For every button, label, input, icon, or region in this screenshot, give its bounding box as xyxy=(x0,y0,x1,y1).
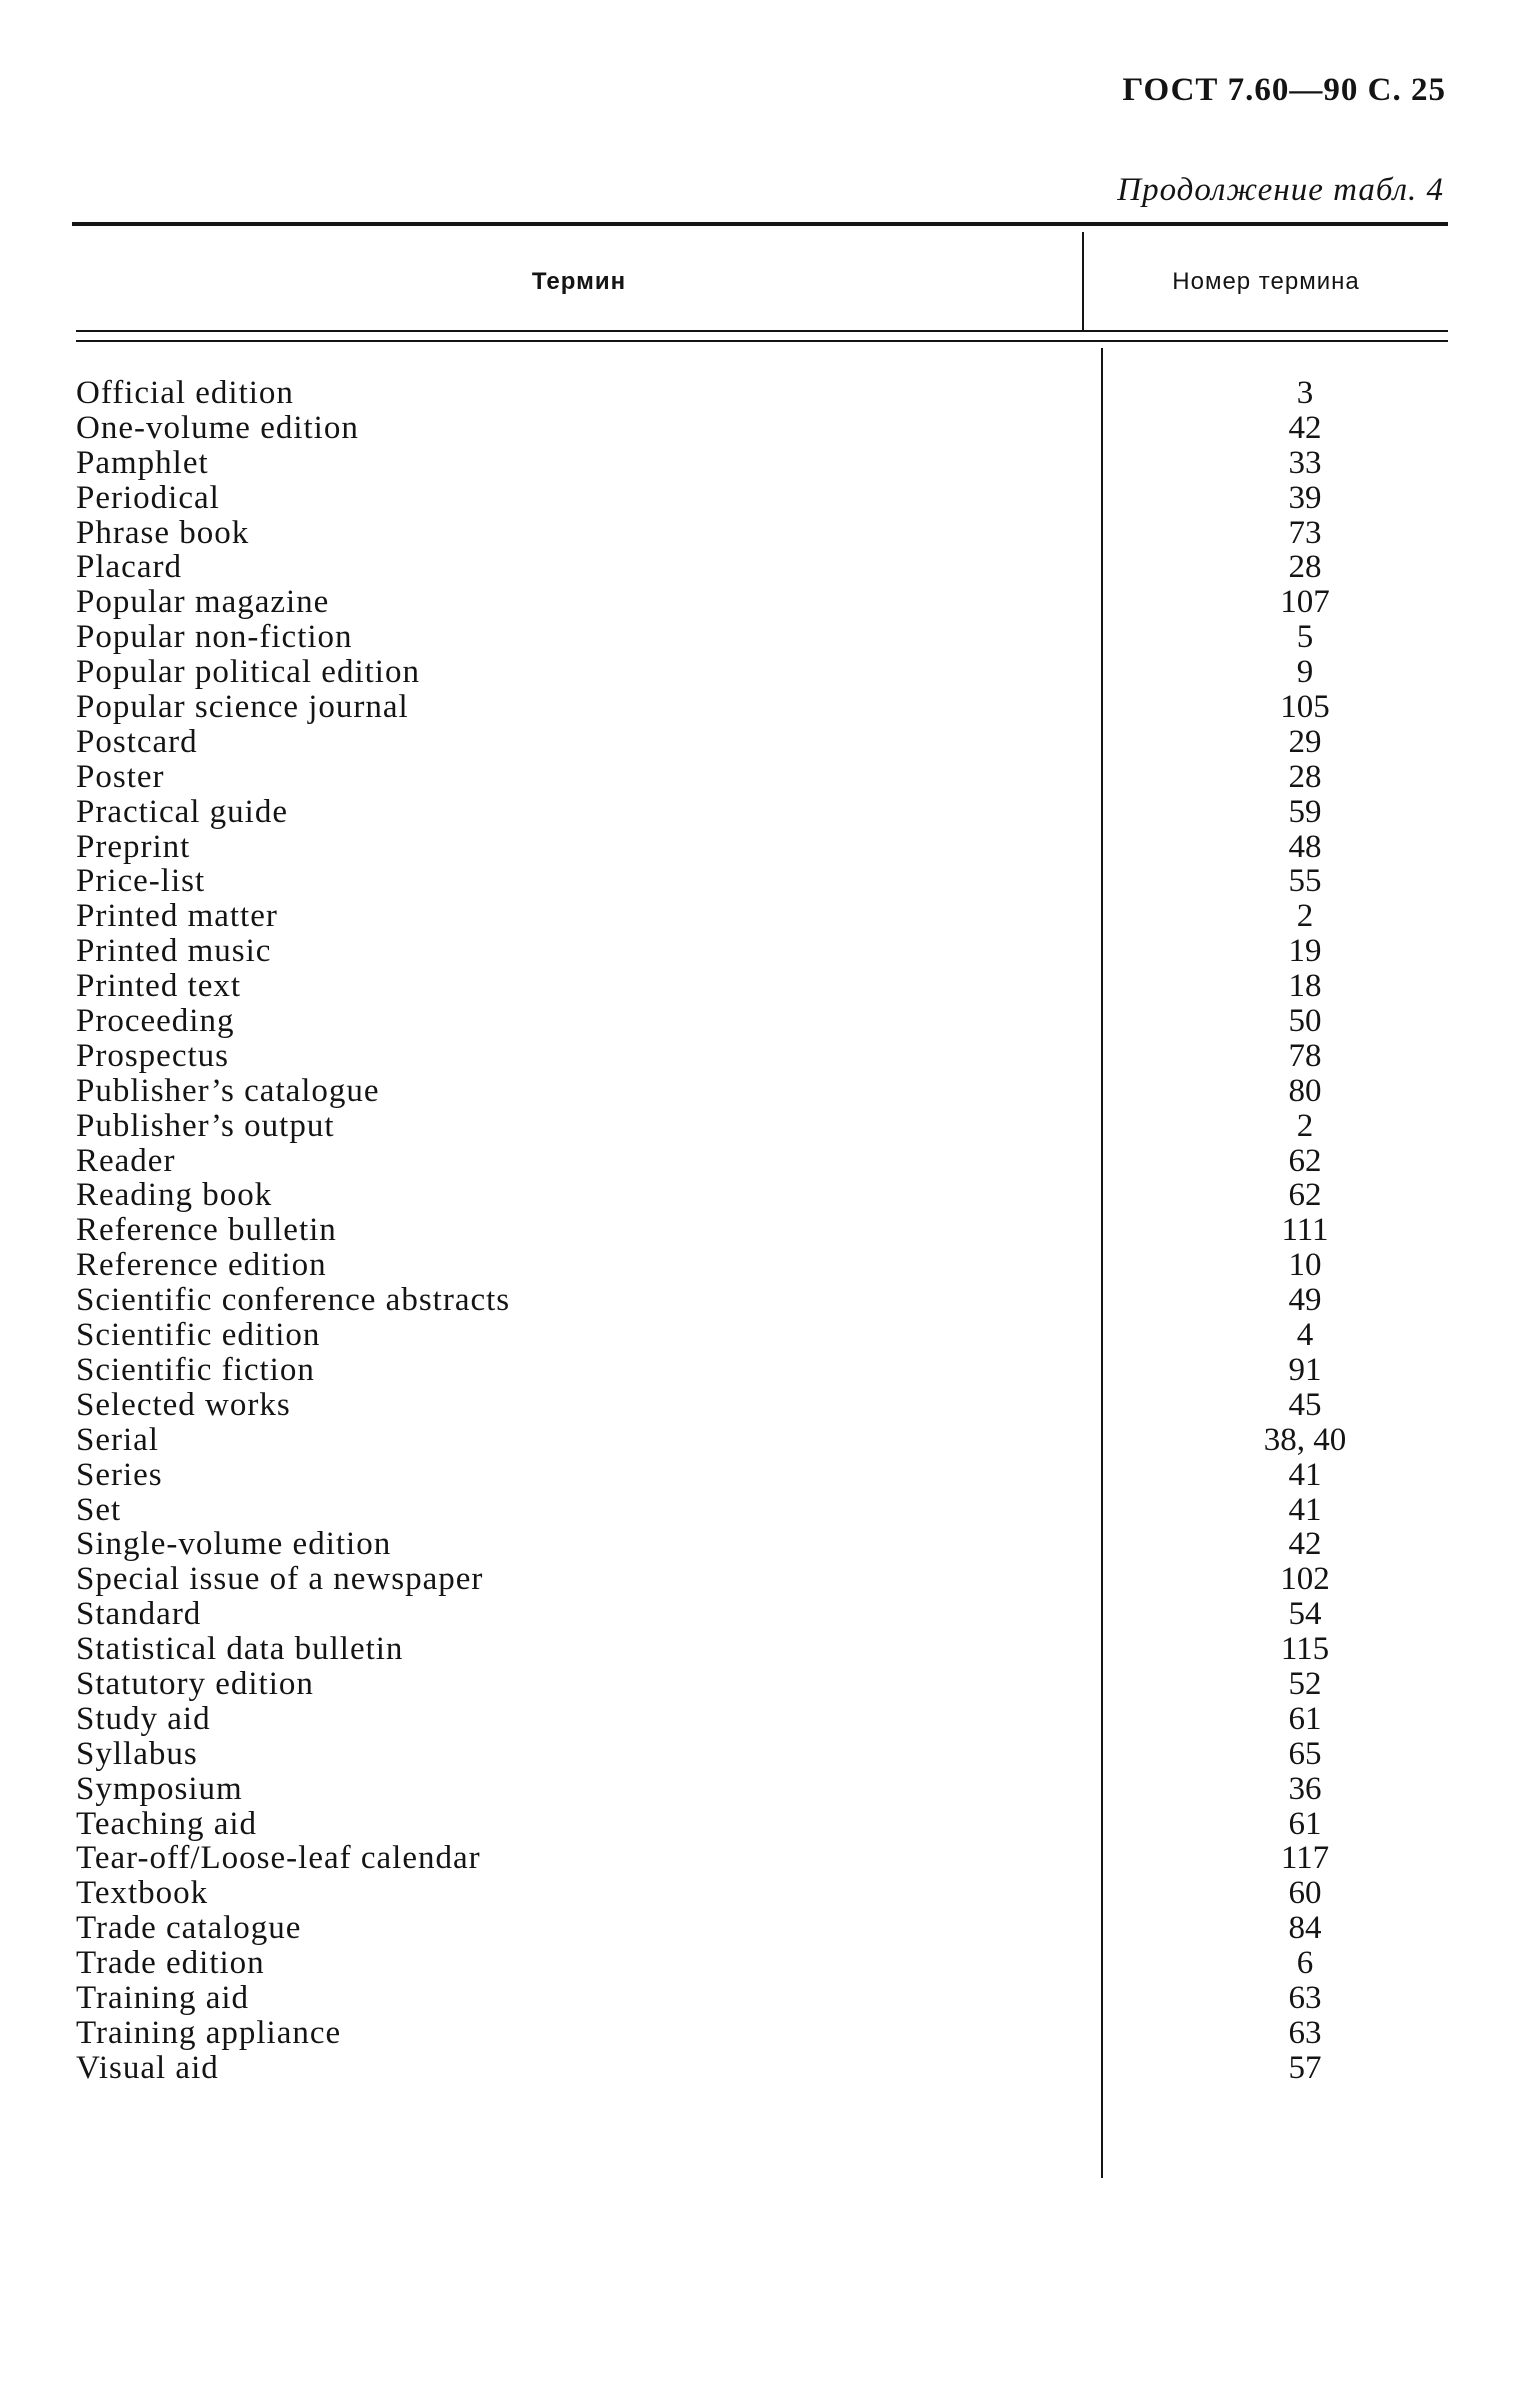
term-cell: Symposium xyxy=(76,1770,243,1807)
term-cell: Set xyxy=(76,1491,122,1528)
table-top-rule xyxy=(72,222,1448,226)
term-number-cell: 41 xyxy=(1288,1456,1322,1493)
term-number-cell: 42 xyxy=(1288,1526,1322,1563)
term-cell: Tear-off/Loose-leaf calendar xyxy=(76,1840,481,1877)
table-row xyxy=(0,620,1536,655)
term-number-cell: 36 xyxy=(1288,1770,1322,1807)
term-cell: Reader xyxy=(76,1142,176,1179)
table-row xyxy=(0,1458,1536,1493)
table-row xyxy=(0,864,1536,899)
table-row xyxy=(0,481,1536,516)
term-cell: Series xyxy=(76,1456,163,1493)
table-row xyxy=(0,1353,1536,1388)
term-cell: Single-volume edition xyxy=(76,1526,392,1563)
header-bottom-rule-double xyxy=(76,340,1448,342)
term-number-cell: 42 xyxy=(1288,409,1322,446)
term-cell: Serial xyxy=(76,1421,159,1458)
table-row xyxy=(0,1702,1536,1737)
table-body xyxy=(0,376,1536,2086)
table-row xyxy=(0,969,1536,1004)
term-cell: Standard xyxy=(76,1596,202,1633)
term-cell: Scientific edition xyxy=(76,1317,321,1354)
term-cell: Publisher’s output xyxy=(76,1107,335,1144)
table-row xyxy=(0,1632,1536,1667)
term-number-cell: 41 xyxy=(1288,1491,1322,1528)
term-cell: Price-list xyxy=(76,863,206,900)
term-cell: Teaching aid xyxy=(76,1805,258,1842)
term-cell: Trade catalogue xyxy=(76,1910,302,1947)
table-row xyxy=(0,1493,1536,1528)
term-cell: Popular political edition xyxy=(76,654,420,691)
table-row xyxy=(0,2016,1536,2051)
term-number-cell: 80 xyxy=(1288,1072,1322,1109)
term-number-cell: 3 xyxy=(1296,375,1314,411)
term-number-cell: 65 xyxy=(1288,1735,1322,1772)
term-number-cell: 19 xyxy=(1288,933,1322,970)
table-row xyxy=(0,1388,1536,1423)
table-row xyxy=(0,1911,1536,1946)
table-row xyxy=(0,1807,1536,1842)
term-number-cell: 91 xyxy=(1288,1351,1322,1388)
term-number-cell: 45 xyxy=(1288,1386,1322,1423)
table-row xyxy=(0,1318,1536,1353)
table-row xyxy=(0,1109,1536,1144)
term-number-cell: 10 xyxy=(1288,1247,1322,1284)
table-row xyxy=(0,1527,1536,1562)
term-cell: Official edition xyxy=(76,375,294,411)
term-cell: Scientific fiction xyxy=(76,1351,315,1388)
term-number-cell: 61 xyxy=(1288,1700,1322,1737)
term-number-cell: 2 xyxy=(1296,898,1314,935)
term-number-cell: 50 xyxy=(1288,1003,1322,1040)
table-row xyxy=(0,1876,1536,1911)
term-cell: Popular science journal xyxy=(76,689,409,726)
term-cell: Printed matter xyxy=(76,898,278,935)
table-row xyxy=(0,1562,1536,1597)
term-number-cell: 73 xyxy=(1288,514,1322,551)
term-cell: Periodical xyxy=(76,479,220,516)
term-cell: Pamphlet xyxy=(76,444,209,481)
term-number-cell: 38, 40 xyxy=(1263,1421,1347,1458)
term-cell: Selected works xyxy=(76,1386,291,1423)
term-number-cell: 63 xyxy=(1288,1979,1322,2016)
term-number-cell: 105 xyxy=(1280,689,1330,726)
table-continuation-caption: Продолжение табл. 4 xyxy=(1117,172,1444,208)
term-number-cell: 5 xyxy=(1296,619,1314,656)
table-row xyxy=(0,2051,1536,2086)
term-cell: Postcard xyxy=(76,723,198,760)
term-number-cell: 115 xyxy=(1280,1631,1330,1668)
term-number-cell: 33 xyxy=(1288,444,1322,481)
term-cell: Practical guide xyxy=(76,793,289,830)
column-header-term: Термин xyxy=(531,268,627,295)
term-cell: Training appliance xyxy=(76,2014,342,2051)
term-number-cell: 117 xyxy=(1280,1840,1330,1877)
term-cell: Placard xyxy=(76,549,182,586)
term-number-cell: 18 xyxy=(1288,968,1322,1005)
table-row xyxy=(0,1946,1536,1981)
term-number-cell: 55 xyxy=(1288,863,1322,900)
term-cell: Training aid xyxy=(76,1979,250,2016)
table-row xyxy=(0,1004,1536,1039)
term-number-cell: 39 xyxy=(1288,479,1322,516)
term-cell: Special issue of a newspaper xyxy=(76,1561,484,1598)
term-cell: Proceeding xyxy=(76,1003,235,1040)
term-number-cell: 52 xyxy=(1288,1665,1322,1702)
term-number-cell: 54 xyxy=(1288,1596,1322,1633)
term-number-cell: 29 xyxy=(1288,723,1322,760)
term-cell: Statutory edition xyxy=(76,1665,314,1702)
term-number-cell: 62 xyxy=(1288,1142,1322,1179)
term-cell: Printed music xyxy=(76,933,272,970)
term-cell: Printed text xyxy=(76,968,242,1005)
term-number-cell: 9 xyxy=(1296,654,1314,691)
table-row xyxy=(0,1178,1536,1213)
term-number-cell: 61 xyxy=(1288,1805,1322,1842)
table-row xyxy=(0,1283,1536,1318)
term-cell: Publisher’s catalogue xyxy=(76,1072,380,1109)
term-cell: Poster xyxy=(76,758,165,795)
term-number-cell: 6 xyxy=(1296,1945,1314,1982)
term-number-cell: 28 xyxy=(1288,549,1322,586)
term-number-cell: 48 xyxy=(1288,828,1322,865)
table-row xyxy=(0,760,1536,795)
term-number-cell: 57 xyxy=(1288,2049,1322,2086)
term-cell: Prospectus xyxy=(76,1037,229,1074)
table-row xyxy=(0,1737,1536,1772)
term-cell: Trade edition xyxy=(76,1945,265,1982)
table-row xyxy=(0,795,1536,830)
table-row xyxy=(0,1213,1536,1248)
term-number-cell: 111 xyxy=(1281,1212,1329,1249)
table-row xyxy=(0,1597,1536,1632)
term-cell: Popular magazine xyxy=(76,584,330,621)
table-row xyxy=(0,1841,1536,1876)
table-row xyxy=(0,690,1536,725)
term-cell: Reading book xyxy=(76,1177,273,1214)
table-row xyxy=(0,1074,1536,1109)
term-cell: Popular non-fiction xyxy=(76,619,353,656)
term-number-cell: 102 xyxy=(1280,1561,1330,1598)
table-row xyxy=(0,1667,1536,1702)
table-row xyxy=(0,899,1536,934)
term-cell: Visual aid xyxy=(76,2049,219,2086)
term-number-cell: 84 xyxy=(1288,1910,1322,1947)
term-cell: Syllabus xyxy=(76,1735,198,1772)
table-row xyxy=(0,1248,1536,1283)
term-cell: Statistical data bulletin xyxy=(76,1631,404,1668)
term-number-cell: 78 xyxy=(1288,1037,1322,1074)
table-row xyxy=(0,934,1536,969)
table-row xyxy=(0,830,1536,865)
table-row xyxy=(0,411,1536,446)
term-number-cell: 28 xyxy=(1288,758,1322,795)
table-row xyxy=(0,446,1536,481)
table-row xyxy=(0,725,1536,760)
term-cell: Reference edition xyxy=(76,1247,327,1284)
table-row xyxy=(0,1144,1536,1179)
term-cell: Reference bulletin xyxy=(76,1212,337,1249)
header-bottom-rule xyxy=(76,330,1448,332)
term-cell: Textbook xyxy=(76,1875,209,1912)
term-cell: Study aid xyxy=(76,1700,211,1737)
term-number-cell: 2 xyxy=(1296,1107,1314,1144)
table-row xyxy=(0,376,1536,411)
table-row xyxy=(0,550,1536,585)
term-cell: One-volume edition xyxy=(76,409,359,446)
term-cell: Phrase book xyxy=(76,514,250,551)
term-number-cell: 4 xyxy=(1296,1317,1314,1354)
term-number-cell: 49 xyxy=(1288,1282,1322,1319)
table-row xyxy=(0,585,1536,620)
term-number-cell: 60 xyxy=(1288,1875,1322,1912)
table-row xyxy=(0,655,1536,690)
term-number-cell: 62 xyxy=(1288,1177,1322,1214)
table-row xyxy=(0,516,1536,551)
table-row xyxy=(0,1772,1536,1807)
table-row xyxy=(0,1981,1536,2016)
term-cell: Preprint xyxy=(76,828,191,865)
table-row xyxy=(0,1039,1536,1074)
term-number-cell: 59 xyxy=(1288,793,1322,830)
term-cell: Scientific conference abstracts xyxy=(76,1282,511,1319)
page-header: ГОСТ 7.60—90 С. 25 xyxy=(1122,72,1446,108)
term-number-cell: 107 xyxy=(1280,584,1330,621)
term-number-cell: 63 xyxy=(1288,2014,1322,2051)
table-row xyxy=(0,1423,1536,1458)
column-header-number: Номер термина xyxy=(1172,268,1360,295)
